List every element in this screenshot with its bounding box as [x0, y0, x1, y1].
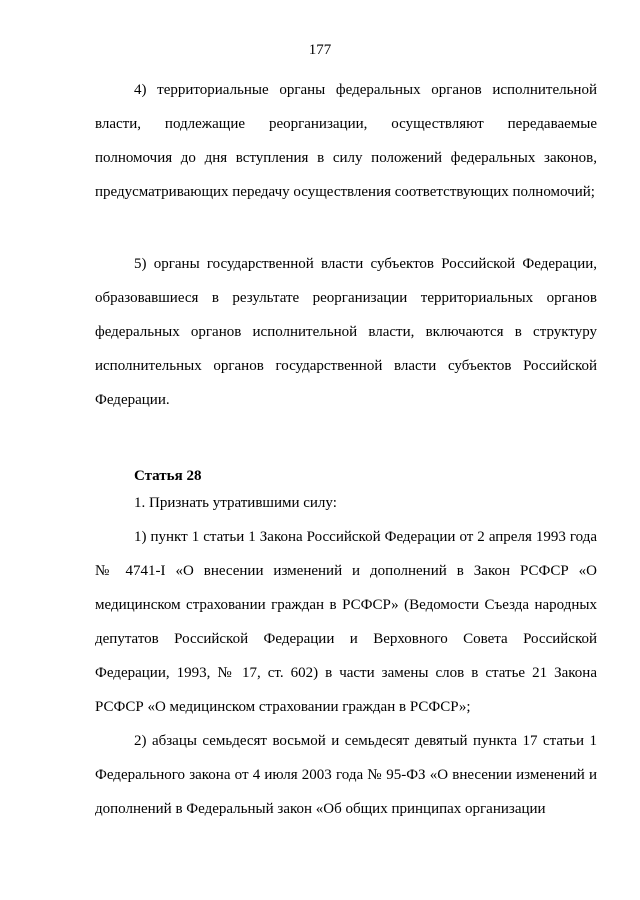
paragraph-item-5: 5) органы государственной власти субъектов Российской Федерации, образовавшиеся в результате реорганизации территориальных органов федеральных органов исполнительной власти, включаются в структуру исполнительных органов государственной власти субъектов Российской Федерации. — [95, 256, 597, 408]
article-body — [95, 486, 597, 826]
paragraph-group-2 — [95, 247, 597, 417]
paragraph-group-1 — [95, 73, 597, 209]
article-item-1: 1. Признать утратившими силу: — [134, 495, 337, 511]
page-number: 177 — [308, 42, 332, 58]
article-subitem-2: 2) абзацы семьдесят восьмой и семьдесят девятый пункта 17 статьи 1 Федерального закона от 4 июля 2003 года № 95-ФЗ «О внесении изменений и дополнений в Федеральный закон «Об общих принципах организации — [95, 733, 597, 817]
article-heading: Статья 28 — [134, 468, 202, 484]
article-subitem-1: 1) пункт 1 статьи 1 Закона Российской Федерации от 2 апреля 1993 года № 4741-I «О внесении изменений и дополнений в Закон РСФСР «О медицинском страховании граждан в РСФСР» (Ведомости Съезда народных депутатов Российской Федерации и Верховного Совета Российской Федерации, 1993, № 17, ст. 602) в части замены слов в статье 21 Закона РСФСР «О медицинском страховании граждан в РСФСР»; — [95, 529, 597, 715]
paragraph-item-4: 4) территориальные органы федеральных органов исполнительной власти, подлежащие реорганизации, осуществляют передаваемые полномочия до дня вступления в силу положений федеральных законов, предусматривающих передачу осуществления соответствующих полномочий; — [95, 82, 597, 200]
